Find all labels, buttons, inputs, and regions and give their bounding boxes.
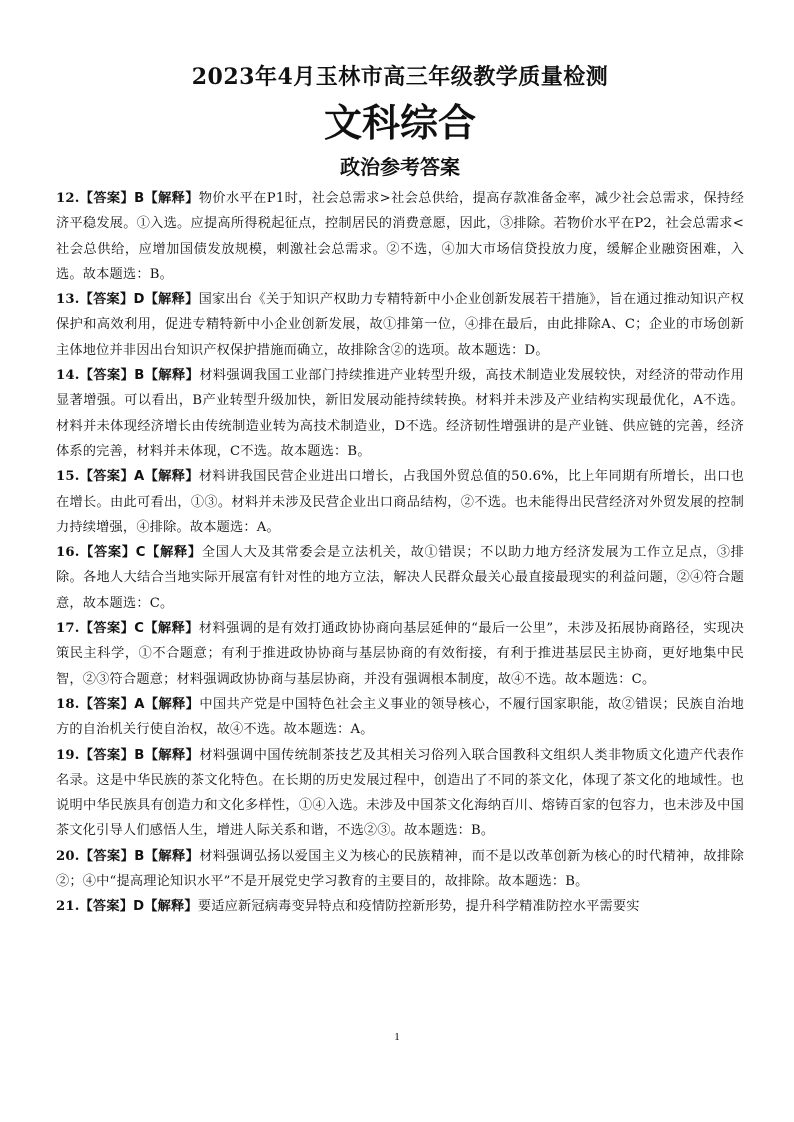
answer-label: 【答案】 bbox=[79, 292, 134, 308]
page-number: 1 bbox=[394, 1031, 400, 1043]
answer-label: 【答案】 bbox=[79, 696, 135, 712]
answer-choice: B bbox=[134, 191, 145, 206]
exam-title: 2023年4月玉林市高三年级教学质量检测 bbox=[191, 64, 609, 90]
answer-choice: B bbox=[134, 848, 145, 864]
explanation-label: 【解释】 bbox=[144, 292, 199, 308]
explanation-text: 国家出台《关于知识产权助力专精特新中小企业创新发展若干措施》，旨在通过推动知识产权保护和高效利用，促进专精特新中小企业创新发展，故①排第一位，④排在最后，由此排除A、C；企业的市场创新主体地位并非因出台知识产权保护措施而确立，故排除含②的选项。故本题选：D。 bbox=[56, 292, 744, 358]
answer-item-12 bbox=[56, 186, 744, 287]
explanation-label: 【解释】 bbox=[144, 747, 200, 763]
explanation-label: 【解释】 bbox=[144, 368, 200, 384]
section-title: 政治参考答案 bbox=[340, 155, 460, 179]
answer-item-14 bbox=[56, 363, 744, 464]
explanation-text: 材料强调的是有效打通政协协商向基层延伸的“最后一公里”，未涉及拓展协商路径，实现决策民主科学，①不合题意；有利于推进政协协商与基层协商的有效衔接，有利于推进基层民主协商，更好地集中民智，②③符合题意；材料强调政协协商与基层协商，并没有强调根本制度，故④不选。故本题选：C。 bbox=[56, 621, 744, 687]
answer-item-17 bbox=[56, 616, 744, 692]
answer-label: 【答案】 bbox=[79, 899, 134, 915]
answer-item-19 bbox=[56, 743, 744, 844]
explanation-text: 要适应新冠病毒变异特点和疫情防控新形势，提升科学精准防控水平需要实 bbox=[197, 899, 640, 915]
answer-label: 【答案】 bbox=[79, 545, 136, 561]
explanation-label: 【解释】 bbox=[145, 545, 202, 561]
answer-item-16 bbox=[56, 540, 744, 616]
question-number: 20. bbox=[56, 848, 80, 864]
explanation-text: 物价水平在P1时，社会总需求>社会总供给，提高存款准备金率，减少社会总需求，保持经济平稳发展。①入选。应提高所得税起征点，控制居民的消费意愿，因此，③排除。若物价水平在P2，社会总需求<社会总供给，应增加国债发放规模，刺激社会总需求。②不选，④加大市场信贷投放力度，缓解企业融资困难，入选。故本题选：B。 bbox=[56, 191, 744, 282]
question-number: 16. bbox=[56, 545, 80, 561]
explanation-label: 【解释】 bbox=[144, 848, 200, 864]
answer-label: 【答案】 bbox=[79, 747, 135, 763]
answer-choice: C bbox=[135, 545, 146, 561]
question-number: 21. bbox=[56, 899, 80, 915]
question-number: 19. bbox=[56, 747, 80, 763]
answer-label: 【答案】 bbox=[79, 368, 135, 384]
explanation-text: 材料强调弘扬以爱国主义为核心的民族精神，而不是以改革创新为核心的时代精神，故排除②；④中“提高理论知识水平”不是开展党史学习教育的主要目的，故排除。故本题选：B。 bbox=[56, 848, 744, 890]
answer-item-13 bbox=[56, 287, 744, 363]
answer-label: 【答案】 bbox=[79, 191, 135, 206]
answer-choice: D bbox=[133, 292, 145, 308]
answer-item-21 bbox=[56, 894, 744, 919]
explanation-text: 全国人大及其常委会是立法机关，故①错误；不以助力地方经济发展为工作立足点，③排除。各地人大结合当地实际开展富有针对性的地方立法，解决人民群众最关心最直接最现实的利益问题，②④符合题意，故本题选：C。 bbox=[56, 545, 745, 611]
answer-choice: B bbox=[134, 368, 145, 384]
answer-choice: B bbox=[134, 747, 145, 763]
subject-title: 文科综合 bbox=[323, 101, 476, 145]
answer-choice: C bbox=[134, 621, 145, 637]
question-number: 17. bbox=[56, 621, 80, 637]
explanation-label: 【解释】 bbox=[144, 696, 200, 712]
answer-item-20 bbox=[56, 844, 744, 895]
answer-choice: A bbox=[134, 469, 145, 485]
answer-label: 【答案】 bbox=[79, 469, 135, 485]
explanation-label: 【解释】 bbox=[144, 191, 199, 206]
question-number: 14. bbox=[56, 368, 80, 384]
answer-item-18 bbox=[56, 692, 744, 743]
answer-label: 【答案】 bbox=[79, 848, 135, 864]
answer-list bbox=[56, 186, 744, 920]
explanation-label: 【解释】 bbox=[144, 469, 199, 485]
explanation-text: 材料强调我国工业部门持续推进产业转型升级，高技术制造业发展较快，对经济的带动作用显著增强。可以看出，B产业转型升级加快，新旧发展动能持续转换。材料并未涉及产业结构实现最优化，A不选。材料并未体现经济增长由传统制造业转为高技术制造业，D不选。经济韧性增强讲的是产业链、供应链的完善，经济体系的完善，材料并未体现，C不选。故本题选：B。 bbox=[56, 368, 744, 459]
explanation-text: 中国共产党是中国特色社会主义事业的领导核心，不履行国家职能，故②错误；民族自治地方的自治机关行使自治权，故④不选。故本题选：A。 bbox=[56, 696, 744, 738]
explanation-text: 材料讲我国民营企业进出口增长，占我国外贸总值的50.6%，比上年同期有所增长，出口也在增长。由此可看出，①③。材料并未涉及民营企业出口商品结构，②不选。也未能得出民营经济对外贸发展的控制力持续增强，④排除。故本题选：A。 bbox=[56, 469, 744, 535]
answer-choice: A bbox=[134, 696, 145, 712]
explanation-label: 【解释】 bbox=[144, 621, 199, 637]
question-number: 18. bbox=[56, 696, 80, 712]
answer-label: 【答案】 bbox=[79, 621, 135, 637]
question-number: 12. bbox=[56, 191, 80, 206]
answer-item-15 bbox=[56, 464, 744, 540]
question-number: 15. bbox=[56, 469, 80, 485]
explanation-text: 材料强调中国传统制茶技艺及其相关习俗列入联合国教科文组织人类非物质文化遗产代表作名录。这是中华民族的茶文化特色。在长期的历史发展过程中，创造出了不同的茶文化，体现了茶文化的地域性。也说明中华民族具有创造力和文化多样性，①④入选。未涉及中国茶文化海纳百川、熔铸百家的包容力，也未涉及中国茶文化引导人们感悟人生，增进人际关系和谐，不选②③。故本题选：B。 bbox=[56, 747, 744, 839]
explanation-label: 【解释】 bbox=[144, 899, 198, 915]
question-number: 13. bbox=[56, 292, 80, 308]
answer-choice: D bbox=[133, 899, 145, 915]
